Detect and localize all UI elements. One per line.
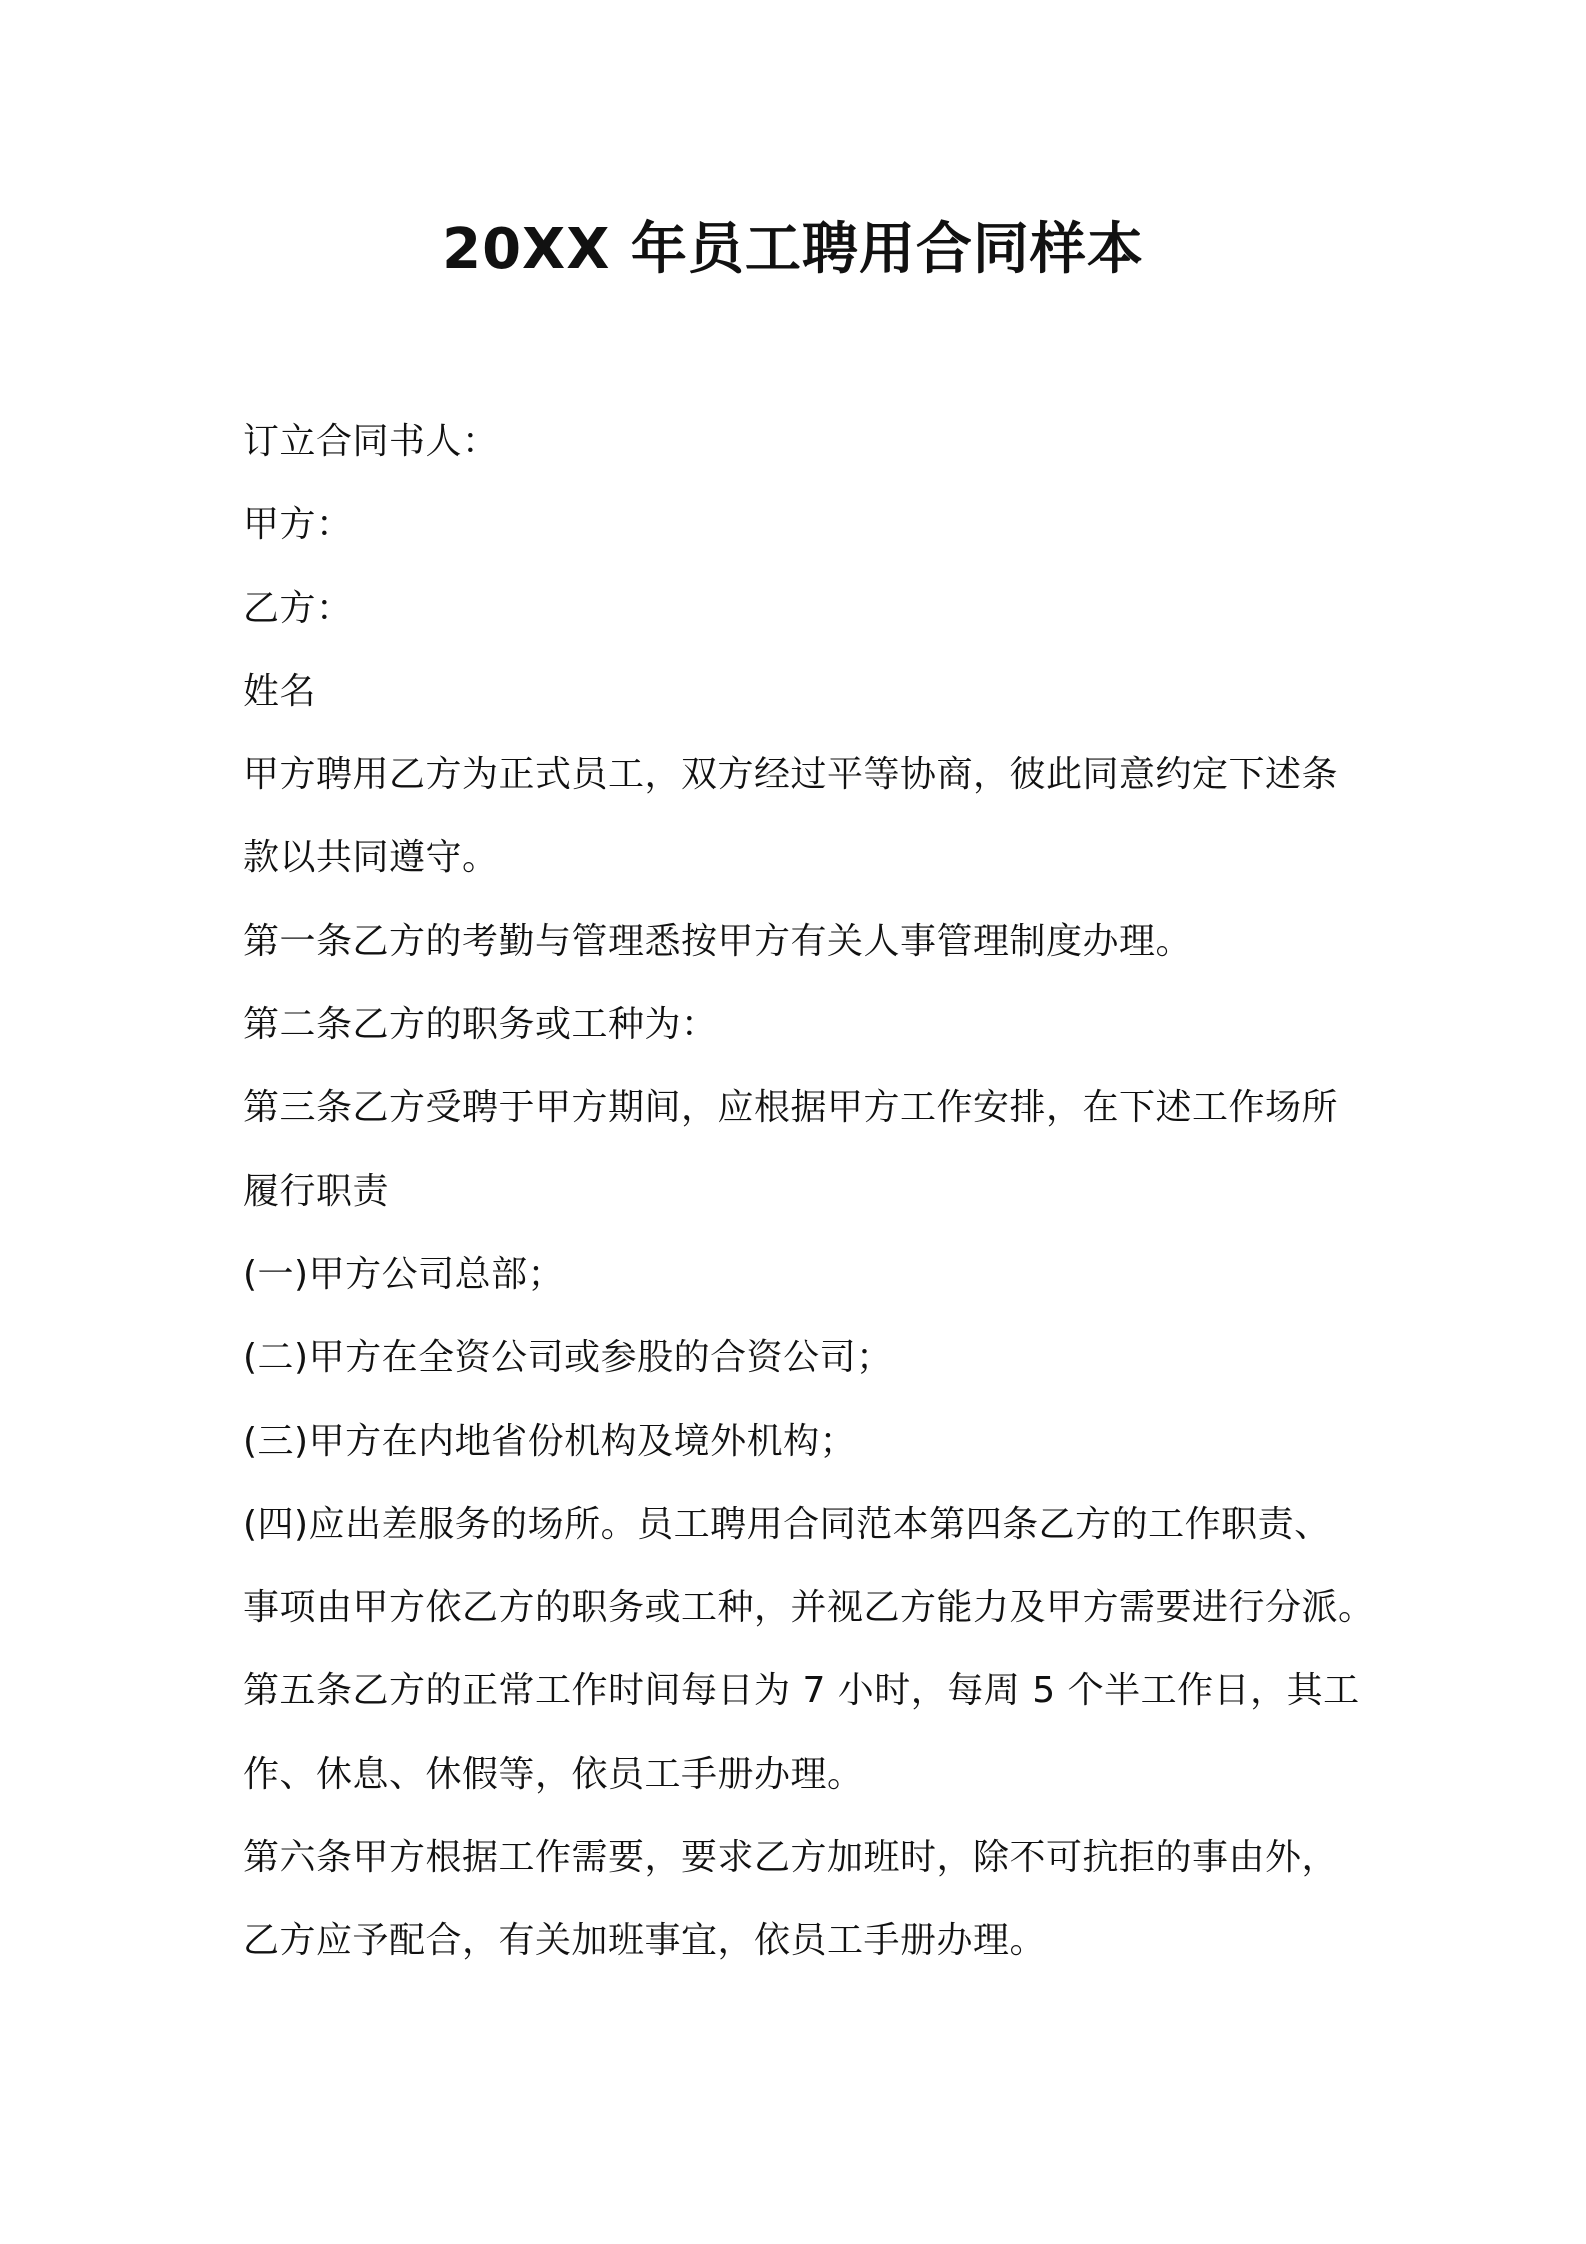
- text-line: 履行职责: [243, 1170, 390, 1212]
- text-line: (四)应出差服务的场所。员工聘用合同范本第四条乙方的工作职责、: [243, 1503, 1331, 1545]
- document-title: 20XX 年员工聘用合同样本: [442, 217, 1144, 282]
- text-line: 第一条乙方的考勤与管理悉按甲方有关人事管理制度办理。: [243, 920, 1193, 962]
- text-line: 作、休息、休假等，依员工手册办理。: [243, 1753, 864, 1795]
- text-line: 第二条乙方的职务或工种为：: [243, 1004, 718, 1046]
- text-line: 乙方应予配合，有关加班事宜，依员工手册办理。: [243, 1920, 1047, 1962]
- text-line: 事项由甲方依乙方的职务或工种，并视乙方能力及甲方需要进行分派。: [243, 1587, 1375, 1629]
- text-line: 订立合同书人：: [243, 421, 499, 462]
- text-line: 第三条乙方受聘于甲方期间，应根据甲方工作安排，在下述工作场所: [243, 1087, 1339, 1129]
- text-line: 款以共同遵守。: [243, 837, 499, 879]
- text-line: 甲方聘用乙方为正式员工，双方经过平等协商，彼此同意约定下述条: [243, 754, 1339, 796]
- text-line: (三)甲方在内地省份机构及境外机构；: [243, 1420, 857, 1462]
- text-line: 第五条乙方的正常工作时间每日为 7 小时，每周 5 个半工作日，其工: [243, 1670, 1360, 1712]
- document-body: [243, 400, 1383, 1983]
- text-line: (一)甲方公司总部；: [243, 1253, 565, 1295]
- text-line: 姓名: [243, 670, 317, 712]
- text-line: (二)甲方在全资公司或参股的合资公司；: [243, 1337, 893, 1379]
- text-line: 乙方：: [243, 587, 353, 629]
- text-line: 甲方：: [243, 504, 353, 546]
- text-line: 第六条甲方根据工作需要，要求乙方加班时，除不可抗拒的事由外，: [243, 1837, 1339, 1879]
